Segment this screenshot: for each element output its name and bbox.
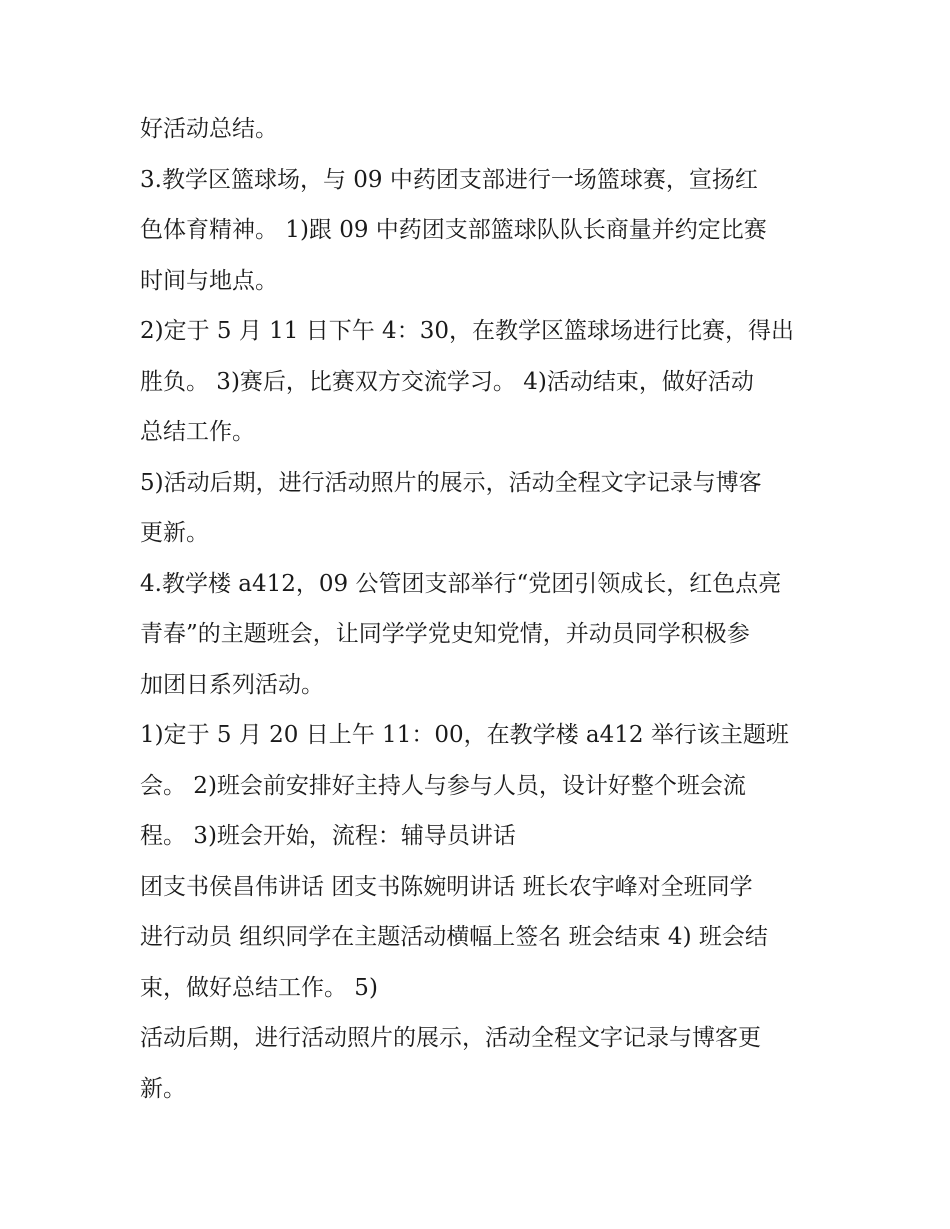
text-line: 活动后期，进行活动照片的展示，活动全程文字记录与博客更 [140,1025,761,1051]
text-line: 更新。 [140,520,209,546]
text-line: 时间与地点。 [140,267,278,294]
text-line: 程。 3)班会开始，流程：辅导员讲话 [140,823,516,849]
text-line: 青春”的主题班会，让同学学党史知党情，并动员同学积极参 [140,621,750,647]
text-line: 1)定于 5 月 20 日上午 11：00，在教学楼 a412 举行该主题班 [140,722,789,748]
text-line: 4.教学楼 a412，09 公管团支部举行“党团引领成长，红色点亮 [140,570,782,597]
text-line: 好活动总结。 [140,116,278,142]
text-line: 加团日系列活动。 [140,671,324,698]
text-line: 2)定于 5 月 11 日下午 4：30，在教学区篮球场进行比赛，得出 [140,318,794,344]
text-line: 束，做好总结工作。 5) [140,974,378,1001]
document-body [140,104,820,1114]
text-line: 总结工作。 [140,419,255,445]
text-line: 3.教学区篮球场，与 09 中药团支部进行一场篮球赛，宣扬红 [140,166,758,193]
text-line: 5)活动后期，进行活动照片的展示，活动全程文字记录与博客 [140,469,762,496]
text-line: 会。 2)班会前安排好主持人与参与人员，设计好整个班会流 [140,772,746,799]
text-line: 新。 [140,1075,186,1102]
text-line: 胜负。 3)赛后，比赛双方交流学习。 4)活动结束，做好活动 [140,368,754,395]
text-line: 色体育精神。 1)跟 09 中药团支部篮球队队长商量并约定比赛 [140,217,767,243]
text-line: 进行动员 组织同学在主题活动横幅上签名 班会结束 4) 班会结 [140,924,768,950]
text-line: 团支书侯昌伟讲话 团支书陈婉明讲话 班长农宇峰对全班同学 [140,873,753,900]
